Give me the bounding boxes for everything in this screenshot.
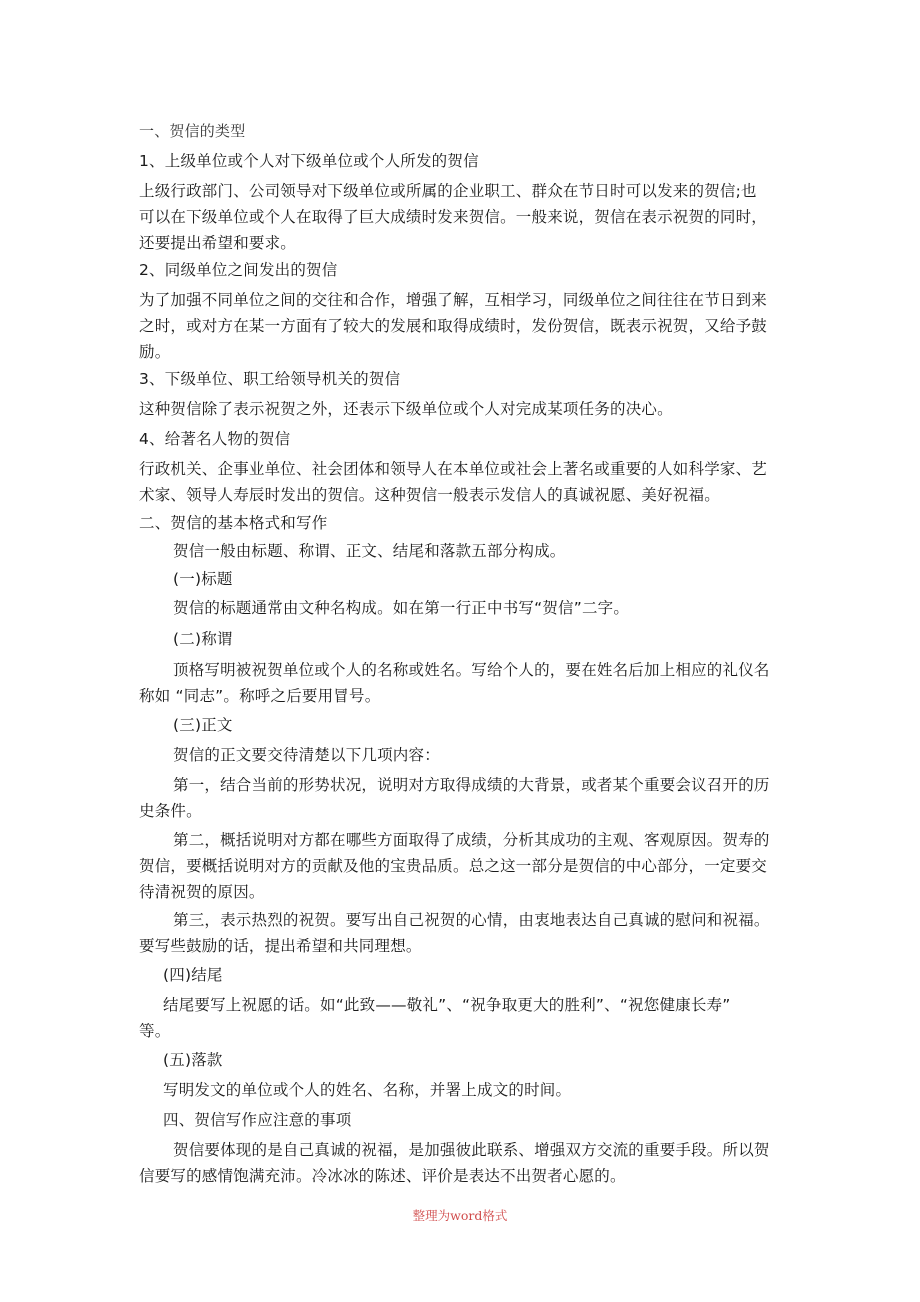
subsection-heading: 4、给著名人物的贺信	[139, 430, 291, 448]
paragraph-line: 贺信的标题通常由文种名构成。如在第一行正中书写“贺信”二字。	[173, 599, 630, 617]
paragraph-line: 史条件。	[139, 802, 202, 820]
subsection-heading: (五)落款	[163, 1051, 223, 1069]
subsection-heading: 2、同级单位之间发出的贺信	[139, 261, 338, 279]
paragraph-line: 结尾要写上祝愿的话。如“此致——敬礼”、“祝争取更大的胜利”、“祝您健康长寿”	[163, 996, 731, 1014]
subsection-heading: 3、下级单位、职工给领导机关的贺信	[139, 370, 401, 388]
paragraph-line: 还要提出希望和要求。	[139, 234, 297, 252]
paragraph-line: 写明发文的单位或个人的姓名、名称，并署上成文的时间。	[163, 1081, 572, 1099]
paragraph-line: 顶格写明被祝贺单位或个人的名称或姓名。写给个人的，要在姓名后加上相应的礼仪名	[173, 661, 770, 679]
paragraph-line: 之时，或对方在某一方面有了较大的发展和取得成绩时，发份贺信，既表示祝贺，又给予鼓	[139, 317, 768, 335]
subsection-heading: (二)称谓	[173, 630, 233, 648]
paragraph-line: 为了加强不同单位之间的交往和合作，增强了解，互相学习，同级单位之间往往在节日到来	[139, 291, 768, 309]
subsection-heading: 1、上级单位或个人对下级单位或个人所发的贺信	[139, 152, 479, 170]
paragraph-line: 这种贺信除了表示祝贺之外，还表示下级单位或个人对完成某项任务的决心。	[139, 400, 673, 418]
paragraph-line: 贺信，要概括说明对方的贡献及他的宝贵品质。总之这一部分是贺信的中心部分，一定要交	[139, 857, 768, 875]
paragraph-line: 待清祝贺的原因。	[139, 883, 265, 901]
paragraph-line: 贺信一般由标题、称谓、正文、结尾和落款五部分构成。	[173, 542, 566, 560]
section-heading: 一、贺信的类型	[139, 122, 246, 140]
paragraph-line: 上级行政部门、公司领导对下级单位或所属的企业职工、群众在节日时可以发来的贺信;也	[139, 182, 757, 200]
paragraph-line: 可以在下级单位或个人在取得了巨大成绩时发来贺信。一般来说，贺信在表示祝贺的同时，	[139, 208, 768, 226]
paragraph-line: 贺信的正文要交待清楚以下几项内容：	[173, 746, 440, 764]
section-heading: 四、贺信写作应注意的事项	[163, 1111, 352, 1129]
subsection-heading: (四)结尾	[163, 966, 223, 984]
paragraph-line: 行政机关、企事业单位、社会团体和领导人在本单位或社会上著名或重要的人如科学家、艺	[139, 460, 768, 478]
paragraph-line: 第二，概括说明对方都在哪些方面取得了成绩，分析其成功的主观、客观原因。贺寿的	[173, 831, 770, 849]
paragraph-line: 等。	[139, 1022, 171, 1040]
subsection-heading: (一)标题	[173, 570, 233, 588]
paragraph-line: 称如 “同志”。称呼之后要用冒号。	[139, 687, 381, 705]
paragraph-line: 第一，结合当前的形势状况，说明对方取得成绩的大背景，或者某个重要会议召开的历	[173, 776, 770, 794]
paragraph-line: 贺信要体现的是自己真诚的祝福，是加强彼此联系、增强双方交流的重要手段。所以贺	[173, 1141, 770, 1159]
section-heading: 二、贺信的基本格式和写作	[139, 514, 328, 532]
paragraph-line: 信要写的感情饱满充沛。冷冰冰的陈述、评价是表达不出贺者心愿的。	[139, 1167, 626, 1185]
paragraph-line: 术家、领导人寿辰时发出的贺信。这种贺信一般表示发信人的真诚祝愿、美好祝福。	[139, 486, 720, 504]
paragraph-line: 第三，表示热烈的祝贺。要写出自己祝贺的心情，由衷地表达自己真诚的慰问和祝福。	[173, 911, 770, 929]
subsection-heading: (三)正文	[173, 716, 233, 734]
paragraph-line: 励。	[139, 343, 171, 361]
footer-note: 整理为word格式	[412, 1208, 508, 1223]
paragraph-line: 要写些鼓励的话，提出希望和共同理想。	[139, 937, 422, 955]
